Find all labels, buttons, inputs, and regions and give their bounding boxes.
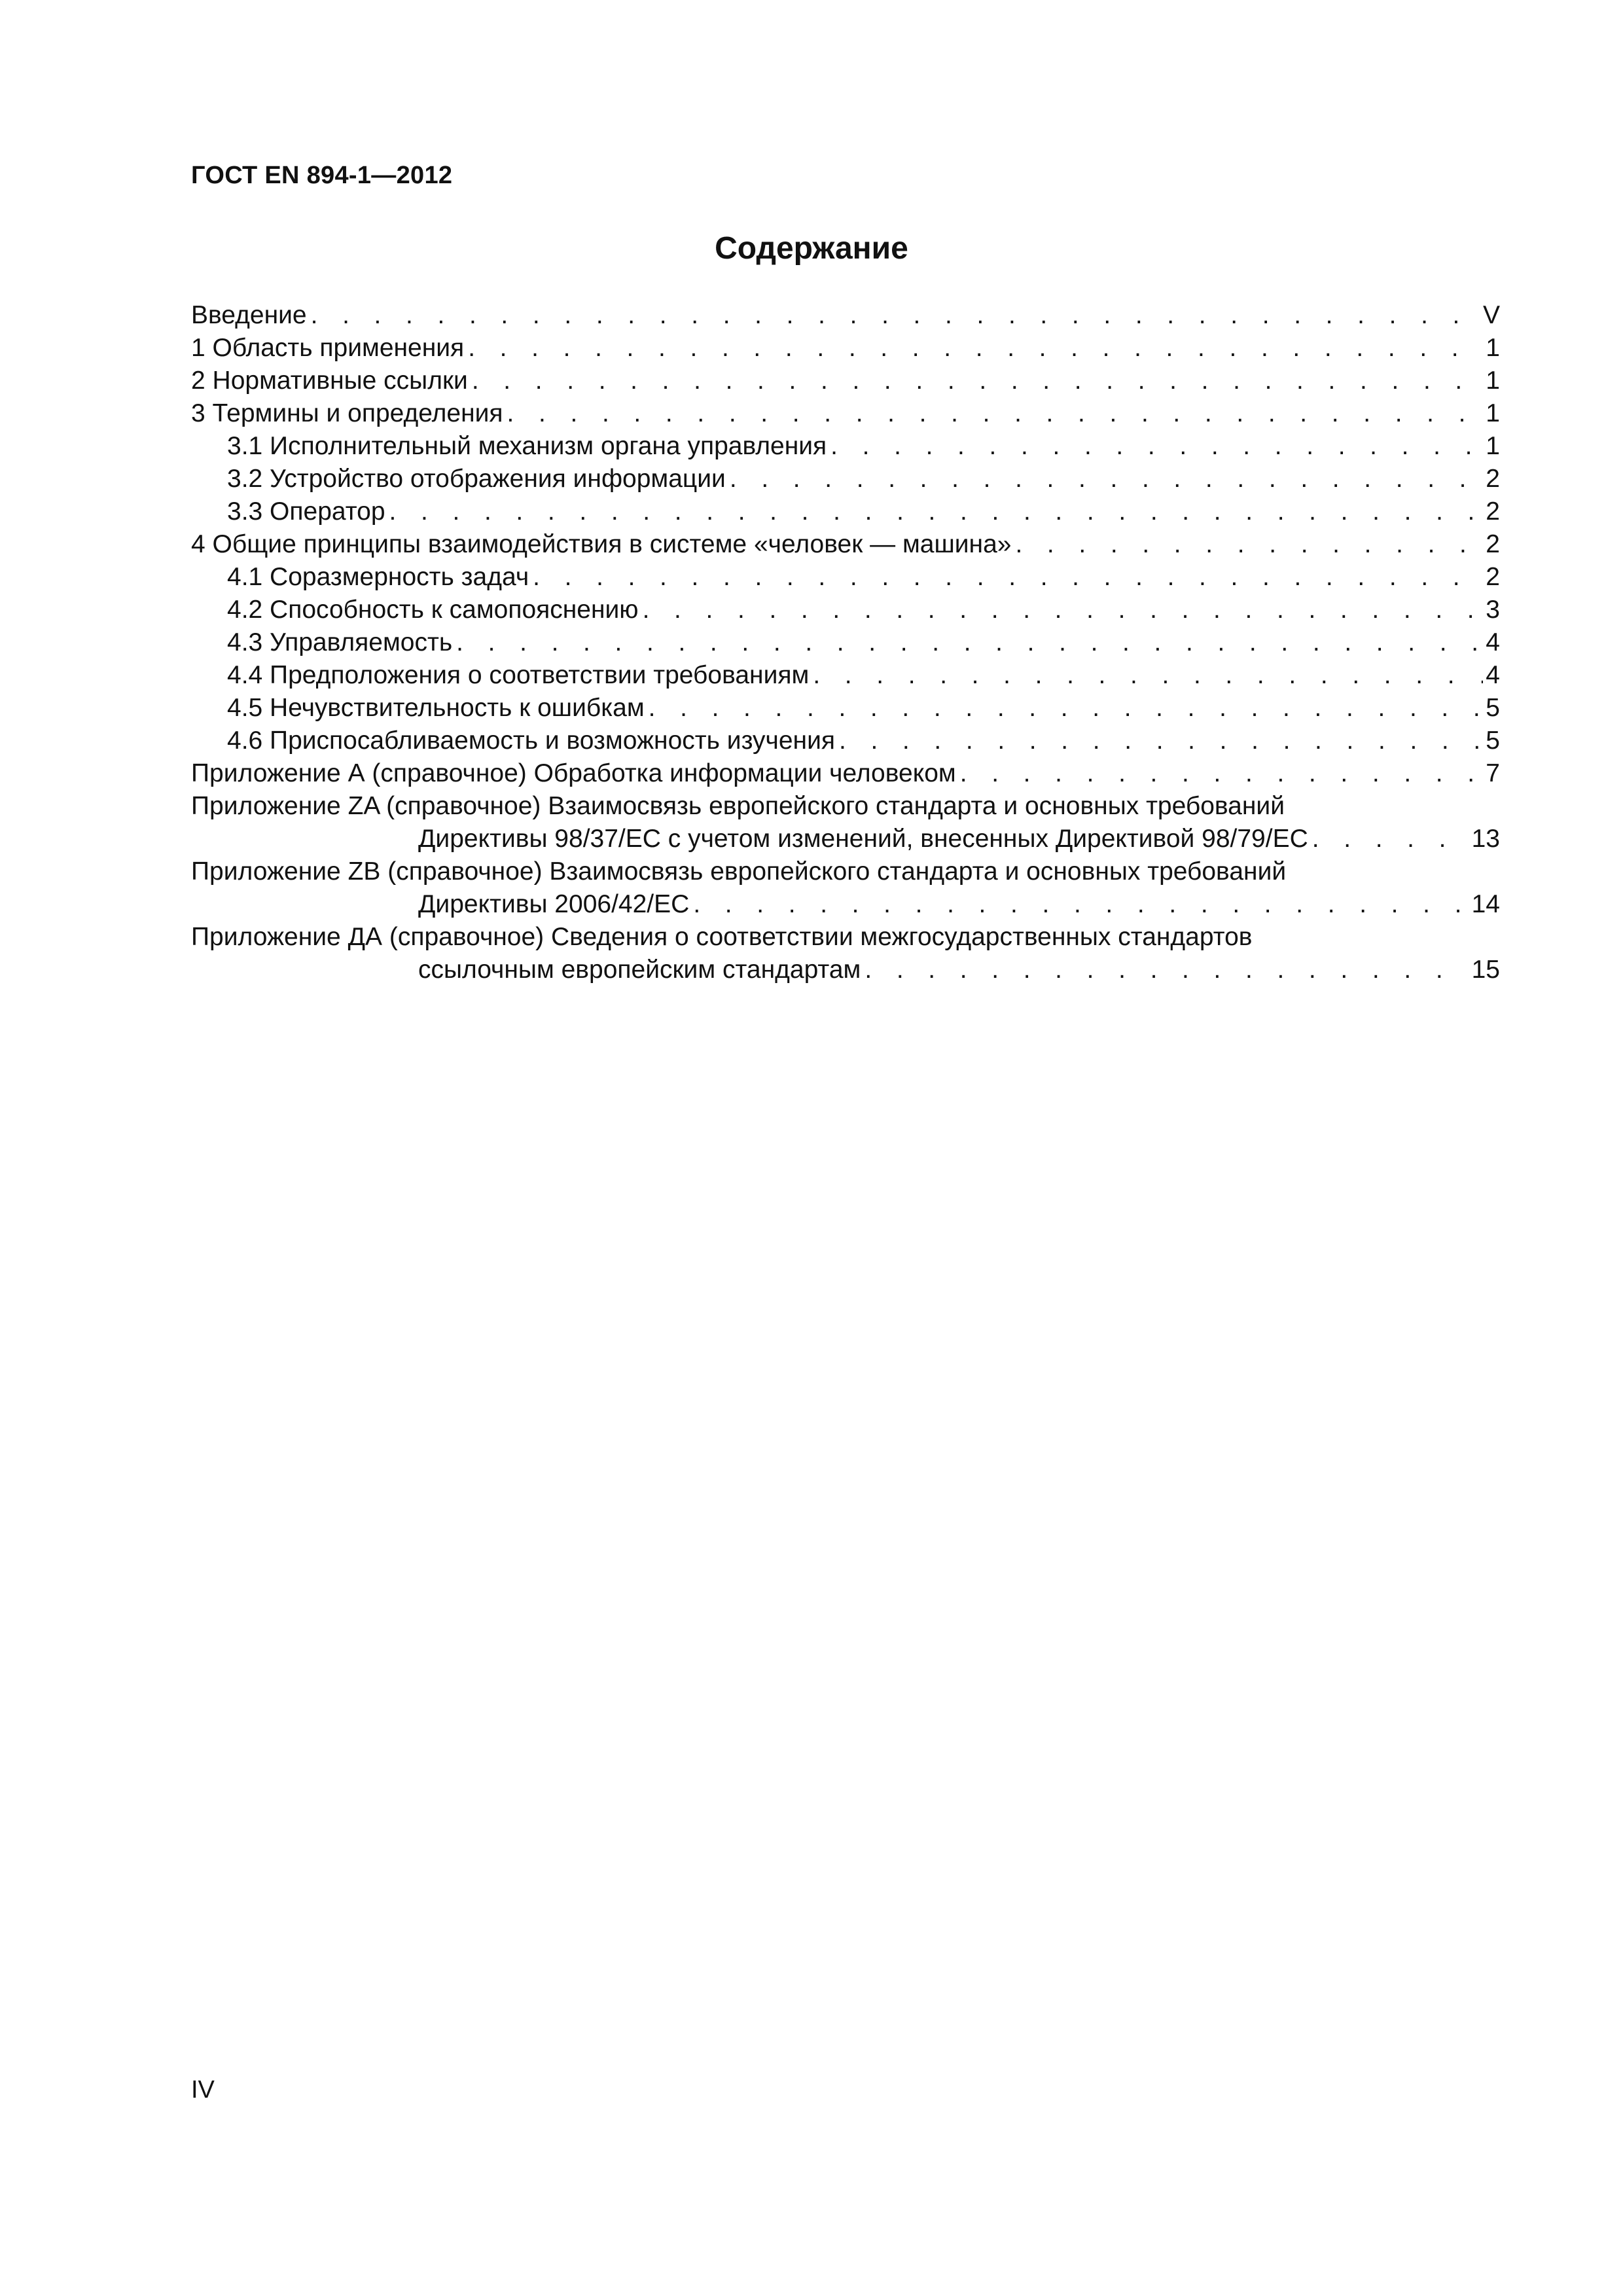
toc-entry-page: 2 [1483,463,1500,495]
toc-entry-label: Приложение ZB (справочное) Взаимосвязь европейского стандарта и основных требований [191,857,1290,886]
toc-appendix-za[interactable] [191,790,1500,823]
toc-entry-page: 1 [1483,430,1500,463]
dot-leader [468,332,1483,365]
toc-appendix-da-continuation[interactable] [191,954,1500,986]
toc-entry-label: 4.1 Соразмерность задач [227,561,533,594]
toc-entry[interactable] [191,299,1500,332]
toc-entry[interactable] [191,397,1500,430]
toc-entry-label: Приложение А (справочное) Обработка информации человеком [191,757,960,790]
toc-entry-label: 4.5 Нечувствительность к ошибкам [227,692,649,725]
toc-appendix-da[interactable] [191,921,1500,954]
dot-leader [389,495,1484,528]
dot-leader [507,397,1484,430]
toc-entry-page: 15 [1469,954,1500,986]
toc-entry-label: 3 Термины и определения [191,397,507,430]
dot-leader [960,757,1484,790]
toc-entry-label: 1 Область применения [191,332,468,365]
toc-entry-page: 1 [1483,365,1500,397]
toc-entry-page: 7 [1483,757,1500,790]
toc-entry-label: Приложение ZA (справочное) Взаимосвязь европейского стандарта и основных требований [191,792,1289,820]
toc-subentry[interactable] [191,495,1500,528]
dot-leader [830,430,1483,463]
toc-entry-page: V [1480,299,1500,332]
dot-leader [813,659,1483,692]
toc-subentry[interactable] [191,659,1500,692]
toc-entry-label: ссылочным европейским стандартам [418,954,865,986]
toc-entry-page: 4 [1483,626,1500,659]
dot-leader [865,954,1469,986]
toc-subentry[interactable] [191,725,1500,757]
toc-appendix-zb-continuation[interactable] [191,888,1500,921]
toc-subentry[interactable] [191,594,1500,626]
toc-entry[interactable] [191,332,1500,365]
toc-entry-page: 5 [1483,692,1500,725]
toc-entry-label: 4 Общие принципы взаимодействия в системе «человек — машина» [191,528,1015,561]
toc-appendix-a[interactable] [191,757,1500,790]
dot-leader [1312,823,1469,855]
toc-entry-page: 5 [1483,725,1500,757]
dot-leader [643,594,1484,626]
toc-entry-label: 3.3 Оператор [227,495,389,528]
dot-leader [533,561,1483,594]
dot-leader [1015,528,1483,561]
toc-entry-label: 4.2 Способность к самопояснению [227,594,643,626]
toc-subentry[interactable] [191,626,1500,659]
toc-appendix-za-continuation[interactable] [191,823,1500,855]
toc-entry-page: 1 [1483,397,1500,430]
toc-entry-label: 3.1 Исполнительный механизм органа управления [227,430,830,463]
toc-entry-page: 2 [1483,495,1500,528]
toc-entry-label: Приложение ДА (справочное) Сведения о соответствии межгосударственных стандартов [191,923,1257,951]
toc-entry-label: Введение [191,299,311,332]
toc-subentry[interactable] [191,692,1500,725]
dot-leader [693,888,1469,921]
dot-leader [839,725,1483,757]
toc-entry-page: 2 [1483,528,1500,561]
toc-entry-page: 3 [1483,594,1500,626]
toc-entry-page: 13 [1469,823,1500,855]
dot-leader [311,299,1480,332]
toc-subentry[interactable] [191,463,1500,495]
toc-entry-page: 4 [1483,659,1500,692]
table-of-contents [191,299,1500,986]
toc-subentry[interactable] [191,430,1500,463]
toc-entry-page: 1 [1483,332,1500,365]
toc-appendix-zb[interactable] [191,855,1500,888]
toc-title: Содержание [715,231,908,266]
document-code: ГОСТ EN 894-1—2012 [191,162,453,189]
toc-subentry[interactable] [191,561,1500,594]
dot-leader [456,626,1483,659]
toc-entry-page: 14 [1469,888,1500,921]
toc-entry-page: 2 [1483,561,1500,594]
toc-entry-label: 2 Нормативные ссылки [191,365,472,397]
toc-entry-label: Директивы 98/37/EC с учетом изменений, внесенных Директивой 98/79/ЕС [418,823,1312,855]
toc-entry-label: Директивы 2006/42/ЕС [418,888,693,921]
toc-entry-label: 4.4 Предположения о соответствии требованиям [227,659,813,692]
dot-leader [472,365,1483,397]
toc-entry-label: 3.2 Устройство отображения информации [227,463,730,495]
toc-entry-label: 4.6 Приспосабливаемость и возможность изучения [227,725,839,757]
toc-entry[interactable] [191,365,1500,397]
toc-entry-label: 4.3 Управляемость [227,626,456,659]
dot-leader [730,463,1483,495]
dot-leader [649,692,1484,725]
toc-entry[interactable] [191,528,1500,561]
page-number: IV [191,2076,215,2104]
